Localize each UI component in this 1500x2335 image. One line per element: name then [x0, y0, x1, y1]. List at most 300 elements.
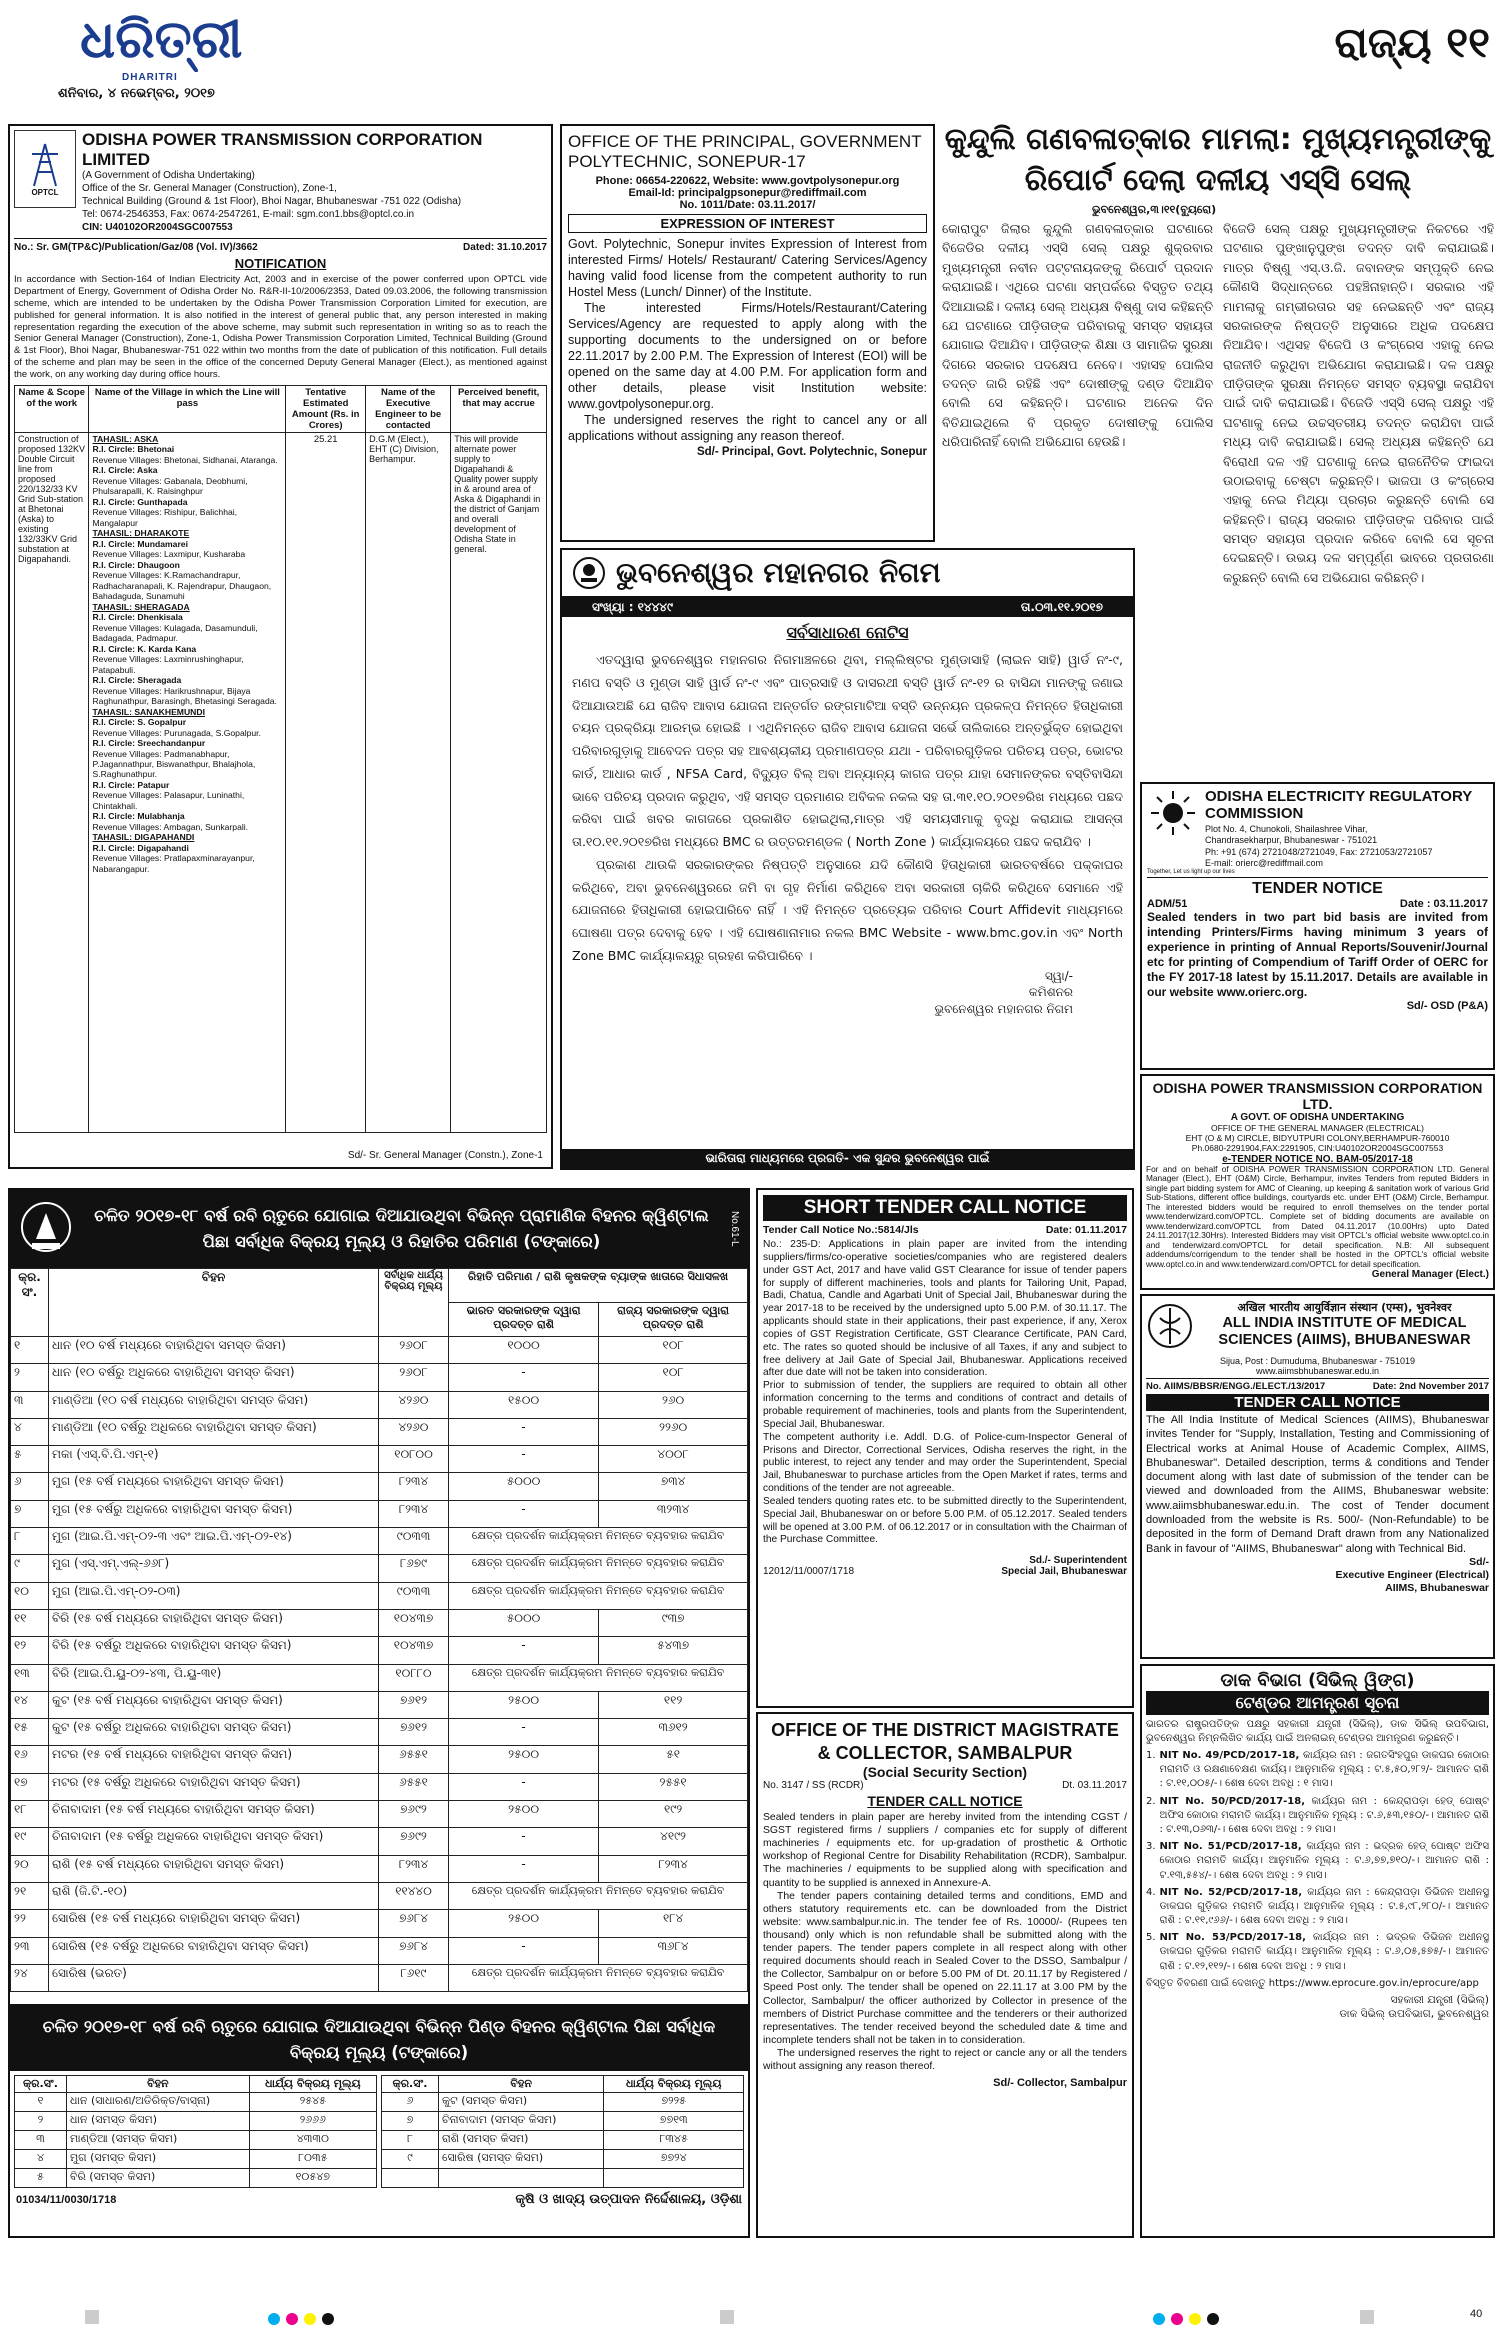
newspaper-logo-sub: DHARITRI	[122, 72, 178, 83]
dm-p3: The undersigned reserves the right to reject or cancle any or all the tenders without assigning any reason thereof.	[763, 2047, 1127, 2073]
newspaper-logo: ଧରିତ୍ରୀ	[80, 12, 243, 69]
poly-title: OFFICE OF THE PRINCIPAL, GOVERNMENT POLYTECHNIC, SONEPUR-17	[568, 132, 922, 171]
aiims-notice	[1140, 1294, 1495, 1659]
table2-price: ୮୩୪୫	[604, 2131, 744, 2150]
table1-goi: -	[449, 1500, 599, 1527]
table1-seed: ବିରି (୧୫ ବର୍ଷରୁ ଅଧିକରେ ବାହାରିଥିବା ସମସ୍ତ କିସମ)	[49, 1637, 379, 1664]
table1-row	[11, 1937, 748, 1964]
table1-goi: କ୍ଷେତ୍ର ପ୍ରଦର୍ଶନ କାର୍ଯ୍ୟକ୍ରମ ନିମନ୍ତେ ବ୍ୟବହାର କରାଯିବ	[449, 1964, 748, 1991]
table1-row	[11, 1446, 748, 1473]
bmc-date: ତା.୦୩.୧୧.୨୦୧୭	[1020, 600, 1103, 614]
table1-row	[11, 1910, 748, 1937]
table1-price: ୮୨୩୪	[379, 1473, 449, 1500]
table1-serial: ୧୮	[11, 1801, 49, 1828]
table1-row	[11, 1555, 748, 1582]
village-line: Revenue Villages: Palasapur, Luninathi, Chintakhali.	[92, 790, 245, 811]
table1-serial: ୧୦	[11, 1582, 49, 1609]
table1-goi: ୨୫୦୦	[449, 1691, 599, 1718]
aiims-ref: No. AIIMS/BBSR/ENGG./ELECT./13/2017	[1146, 1381, 1326, 1392]
table1-seed: ମକା (ଏସ୍‌.ବି.ପି.ଏମ୍‌-୧)	[49, 1446, 379, 1473]
bmc-title: ଭୁବନେଶ୍ୱର ମହାନଗର ନିଗମ	[616, 556, 941, 589]
table2-price: ୧୦୫୪୭	[249, 2169, 376, 2188]
table1-serial: ୬	[11, 1473, 49, 1500]
table1-price: ୨୬୦୮	[379, 1337, 449, 1364]
oerc-ref: ADM/51	[1147, 898, 1188, 910]
village-line: R.I. Circle: Aska	[92, 465, 158, 476]
table1-goo: ୨୨୬୦	[599, 1418, 748, 1445]
village-line: R.I. Circle: Digapahandi	[92, 842, 189, 853]
table1-price: ୯୦୩୩	[379, 1528, 449, 1555]
postal-tender-notice	[1140, 1664, 1495, 2238]
table1-serial: ୧୭	[11, 1773, 49, 1800]
table1-goo: ୧୮୪	[599, 1910, 748, 1937]
jail-date: Date: 01.11.2017	[1045, 1224, 1127, 1236]
table1-seed: ଚିନାବାଦାମ (୧୫ ବର୍ଷ ମଧ୍ୟରେ ବାହାରିଥିବା ସମସ୍ତ କିସମ)	[49, 1801, 379, 1828]
post-item-text: କାର୍ଯ୍ୟର ନାମ : ଜଗତସିଂହପୁର ଡାକଘର କୋଠାର ମରାମତି ଓ ରକ୍ଷଣାବେକ୍ଷଣ କାର୍ଯ୍ୟ। ଆନୁମାନିକ ମୂଲ୍ୟ : ଟ.୫,୫୦,୨୮୨/- ଆମାନତ ରାଶି : ଟ.୧୧,୦୦୫/-। ଶେଷ ଦେବା ଅବଧି : ୧ ମାସ।	[1159, 1750, 1489, 1790]
table2-row	[15, 2112, 377, 2131]
jail-title: SHORT TENDER CALL NOTICE	[763, 1195, 1127, 1221]
poly-heading: EXPRESSION OF INTEREST	[568, 214, 927, 233]
aiims-address: Sijua, Post : Dumuduma, Bhubaneswar - 751019	[1219, 1356, 1416, 1366]
table1-side-code: No.61-L	[729, 1211, 740, 1247]
table1-seed: ମୁଗ (ଆଇ.ପି.ଏମ୍‌-୦୨-୩ ଏବଂ ଆଇ.ପି.ଏମ୍‌-୦୨-୧୪)	[49, 1528, 379, 1555]
village-line: Revenue Villages: Kulagada, Dasamunduli, Badagada, Padmapur.	[92, 622, 258, 644]
table1-goi: -	[449, 1719, 599, 1746]
table2-code: 01034/11/0030/1718	[16, 2193, 117, 2206]
table1-price: ୭୬୮୪	[379, 1910, 449, 1937]
masthead	[0, 0, 1500, 120]
table1-goo: ୨୫୫୧	[599, 1773, 748, 1800]
gray-swatch	[85, 2310, 99, 2324]
table1-seed: ସୋରିଷ (ଭରତ)	[49, 1964, 379, 1991]
table1-goo: ୧୯୨	[599, 1801, 748, 1828]
jail-code: 12012/11/0007/1718	[763, 1566, 855, 1578]
village-line: R.I. Circle: Sreechandanpur	[92, 738, 206, 749]
post-item-text: କାର୍ଯ୍ୟର ନାମ : ଭଦ୍ରକ ଡିଭିଜନ ଅଧୀନସ୍ଥ ଡାକଘର ଗୁଡ଼ିକର ମରାମତି କାର୍ଯ୍ୟ। ଆନୁମାନିକ ମୂଲ୍ୟ : ଟ.୬,୦୫,୫୭୫/-। ଆମାନତ ରାଶି : ଟ.୧୨,୧୧୨/-। ଶେଷ ଦେବା ଅବଧି : ୨ ମାସ।	[1159, 1932, 1489, 1972]
table1-price: ୮୬୧୯	[379, 1964, 449, 1991]
optcl-th-engineer: Name of the Executive Engineer to be contacted	[366, 385, 451, 432]
table1-goi: ୫୦୦୦	[449, 1609, 599, 1636]
table1-goi: -	[449, 1828, 599, 1855]
village-line: R.I. Circle: Mulabhanja	[92, 811, 185, 822]
village-line: Revenue Villages: Laxminrushinghapur, Patapabuli.	[92, 654, 244, 675]
post-item-nit: NIT No. 53/PCD/2017-18,	[1159, 1932, 1306, 1944]
table1-goo: ୧୧୨	[599, 1691, 748, 1718]
table1-seed: ଚିନାବାଦାମ (୧୫ ବର୍ଷରୁ ଅଧିକରେ ବାହାରିଥିବା ସମସ୍ତ କିସମ)	[49, 1828, 379, 1855]
table1-seed: ମାଣ୍ଡିଆ (୧୦ ବର୍ଷରୁ ଅଧିକରେ ବାହାରିଥିବା ସମସ୍ତ କିସମ)	[49, 1418, 379, 1445]
table1-price: ୪୨୬୦	[379, 1418, 449, 1445]
aiims-hindi-title: अखिल भारतीय आयुर्विज्ञान संस्थान (एम्स), भुवनेश्वर	[1237, 1301, 1452, 1314]
table2-price: ୭୭୨୪	[604, 2150, 744, 2169]
oerc-sign: Sd/- OSD (P&A)	[1406, 1000, 1488, 1012]
table2-price: ୭୭୧୩	[604, 2112, 744, 2131]
jail-sign: Sd./- Superintendent	[1029, 1555, 1127, 1567]
table1-serial: ୮	[11, 1528, 49, 1555]
table1-goo: ୫୧	[599, 1746, 748, 1773]
table1-price: ୧୧୪୪୦	[379, 1882, 449, 1909]
table2-seed: ରାଶି (ସମସ୍ତ କିସମ)	[438, 2131, 603, 2150]
table1-row	[11, 1418, 748, 1445]
seed-price-table-2	[8, 2006, 750, 2238]
table1-price: ୭୬୧୨	[379, 1691, 449, 1718]
post-intro: ଭାରତର ରାଷ୍ଟ୍ରପତିଙ୍କ ପକ୍ଷରୁ ସହକାରୀ ଯନ୍ତ୍ରୀ (ସିଭିଲ୍‌), ଡାକ ସିଭିଲ୍‌ ଉପବିଭାଗ, ଭୁବନେଶ୍ୱର ନିମ୍ନଲିଖିତ କାର୍ଯ୍ୟ ପାଇଁ ଅନଲାଇନ୍‌ ଟେଣ୍ଡର ଆମନ୍ତ୍ରଣ କରୁଛନ୍ତି।	[1146, 1719, 1489, 1744]
table1-row	[11, 1882, 748, 1909]
table1-goi: ୨୫୦୦	[449, 1746, 599, 1773]
table1-goi: -	[449, 1937, 599, 1964]
post-item-nit: NIT No. 52/PCD/2017-18,	[1159, 1886, 1303, 1898]
oerc-logo-icon	[1147, 789, 1199, 849]
village-line: TAHASIL: DIGAPAHANDI	[92, 832, 195, 843]
village-line: Revenue Villages: Laxmipur, Kusharaba	[92, 549, 246, 560]
jail-p1: No.: 235-D: Applications in plain paper are invited from the intending suppliers/firms/co-operative societies/companies who are registered dealers under GST Act, 2017 and have valid GST Clearance for issue of tender papers for supply of different machineries, tools and plants for Tailoring Unit, Papad, Badi, Chatua, Candle and Agarbati Unit of Special Jail, Bhubaneswar during the year 2017-18 to be received by the undersigned upto 5.00 P.M. of 30.11.17. The applicants should state in their applications, their past experience, if any, Xerox copies of GST Registration Certificate, GST Clearance Certificate, PAN Card, etc. The rates so quoted should be inclusive of all Taxes, if any and subject to free delivery at Jail Gate of Special Jail, Bhubaneswar. Applications received after due date will not be taken into consideration.	[763, 1239, 1127, 1379]
table1-goi: କ୍ଷେତ୍ର ପ୍ରଦର୍ଶନ କାର୍ଯ୍ୟକ୍ରମ ନିମନ୍ତେ ବ୍ୟବହାର କରାଯିବ	[449, 1555, 748, 1582]
table2-seed: ଧାନ (ସମସ୍ତ କିସମ)	[66, 2112, 249, 2131]
table1-serial: ୧୩	[11, 1664, 49, 1691]
optcl-ref: No.: Sr. GM(TP&C)/Publication/Gaz/08 (Vol. IV)/3662	[14, 242, 258, 254]
table2-serial: ୮	[382, 2131, 439, 2150]
table2-title: ଚଳିତ ୨୦୧୭-୧୮ ବର୍ଷ ରବି ଋତୁରେ ଯୋଗାଇ ଦିଆଯାଉଥିବା ବିଭିନ୍ନ ପିଣ୍ଡ ବିହନର କ୍ୱିଣ୍ଟାଲ ପିଛା ସର୍ବାଧିକ ବିକ୍ରୟ ମୂଲ୍ୟ (ଟଙ୍କାରେ)	[10, 2008, 748, 2071]
post-item-text: କାର୍ଯ୍ୟର ନାମ : କେନ୍ଦ୍ରାପଡ଼ା ଡିଭିଜନ ଅଧୀନସ୍ଥ ଡାକଘର ଗୁଡ଼ିକର ମରାମତି କାର୍ଯ୍ୟ। ଆନୁମାନିକ ମୂଲ୍ୟ : ଟ.୫,୯୮,୨୮୦/-। ଆମାନତ ରାଶି : ଟ.୧୧,୯୬୬/-। ଶେଷ ଦେବା ଅବଧି : ୨ ମାସ।	[1159, 1886, 1489, 1927]
table1-serial: ୨୦	[11, 1855, 49, 1882]
table2-seed: ସୋରିଷ (ସମସ୍ତ କିସମ)	[438, 2150, 603, 2169]
dm-ref: No. 3147 / SS (RCDR)	[763, 1780, 864, 1791]
bmc-office: ଭୁବନେଶ୍ୱର ମହାନଗର ନିଗମ	[934, 1002, 1073, 1017]
optcl-address: (A Government of Odisha Undertaking) Office of the Sr. General Manager (Construction), Zone-1, Technical Building (Ground & 1st Floor), Bhoi Nagar, Bhubaneswar -751 022 (Odisha) Tel: 0674-2546353, Fax: 0674-2547261, E-mail: sgm.con1.bbs@optcl.co.in CIN: U40102OR2004SGC007553	[82, 170, 462, 234]
post-item	[1146, 1931, 1489, 1974]
table1-row	[11, 1746, 748, 1773]
optcl-th-village: Name of the Village in which the Line will pass	[89, 385, 286, 432]
table2-seed: ଚିନାବାଦାମ (ସମସ୍ତ କିସମ)	[438, 2112, 603, 2131]
post-item-nit: NIT No. 49/PCD/2017-18,	[1159, 1750, 1300, 1761]
table1-goo: ୧୦୮	[599, 1364, 748, 1391]
table1-price: ୭୬୧୨	[379, 1719, 449, 1746]
table1-serial: ୩	[11, 1391, 49, 1418]
polytechnic-notice	[560, 124, 935, 542]
bmc-number: ସଂଖ୍ୟା : ୧୪୪୪୯	[592, 600, 673, 614]
table1-h-seed: ବିହନ	[49, 1269, 379, 1337]
table2-row	[382, 2093, 744, 2112]
jail-ref: Tender Call Notice No.:5814/Jls	[763, 1224, 919, 1236]
jail-tender-notice	[756, 1188, 1134, 1708]
table1-goo: ୪୦୦୮	[599, 1446, 748, 1473]
optcl-notification	[8, 124, 553, 1169]
table1-seed: ରାଶି (ଜି.ଟି.-୧୦)	[49, 1882, 379, 1909]
village-line: Revenue Villages: Ambagan, Sunkarpali.	[92, 821, 249, 832]
table2-seed: ଧାନ (ସାଧାରଣ/ଅତିରିକ୍ତ/ବାସ୍ନା)	[66, 2093, 249, 2112]
optcl-th-benefit: Perceived benefit, that may accrue	[451, 385, 547, 432]
optcl-engineer: D.G.M (Elect.), EHT (C) Division, Berhampur.	[366, 432, 451, 1132]
table1-goi: କ୍ଷେତ୍ର ପ୍ରଦର୍ଶନ କାର୍ଯ୍ୟକ୍ରମ ନିମନ୍ତେ ବ୍ୟବହାର କରାଯିବ	[449, 1528, 748, 1555]
issue-date: ଶନିବାର, ୪ ନଭେମ୍ବର, ୨୦୧୭	[58, 86, 215, 101]
table1-serial: ୧୪	[11, 1691, 49, 1718]
table1-goo: ୯୩୭	[599, 1609, 748, 1636]
poly-p3: The undersigned reserves the right to cancel any or all applications without assigning any reason thereof.	[568, 413, 927, 444]
aiims-website: www.aiimsbhubaneswar.edu.in	[1146, 1366, 1489, 1379]
oerc-notice	[1140, 782, 1495, 1070]
table1-goo: ୫୪୩୭	[599, 1637, 748, 1664]
table1-serial: ୨୩	[11, 1937, 49, 1964]
table1-seed: ମାଣ୍ଡିଆ (୧୦ ବର୍ଷ ମଧ୍ୟରେ ବାହାରିଥିବା ସମସ୍ତ କିସମ)	[49, 1391, 379, 1418]
table1-goi: କ୍ଷେତ୍ର ପ୍ରଦର୍ଶନ କାର୍ଯ୍ୟକ୍ରମ ନିମନ୍ତେ ବ୍ୟବହାର କରାଯିବ	[449, 1664, 748, 1691]
poly-sign: Sd/- Principal, Govt. Polytechnic, Sonepur	[696, 446, 927, 459]
table2-header: ବିହନ	[438, 2076, 603, 2093]
dm-sub: (Social Security Section)	[862, 1764, 1028, 1780]
table1-seed: ମଟର (୧୫ ବର୍ଷରୁ ଅଧିକରେ ବାହାରିଥିବା ସମସ୍ତ କିସମ)	[49, 1773, 379, 1800]
post-item-nit: NIT No. 50/PCD/2017-18,	[1159, 1795, 1306, 1807]
table1-price: ୬୫୫୧	[379, 1746, 449, 1773]
table2-header: ଧାର୍ଯ୍ୟ ବିକ୍ରୟ ମୂଲ୍ୟ	[604, 2076, 744, 2093]
table2-price: ୪୩୩୦	[249, 2131, 376, 2150]
village-line: TAHASIL: DHARAKOTE	[92, 528, 190, 539]
table1-seed: ମୁଗ (ଏସ୍‌.ଏମ୍‌.ଏଲ୍‌-୬୬୮)	[49, 1555, 379, 1582]
table1-seed: ମୁଗ (ଆଇ.ପି.ଏମ୍‌-୦୨-୦୩)	[49, 1582, 379, 1609]
table1-goi: ୧୦୦୦	[449, 1337, 599, 1364]
table1-seed: ବିରି (୧୫ ବର୍ଷ ମଧ୍ୟରେ ବାହାରିଥିବା ସମସ୍ତ କିସମ)	[49, 1609, 379, 1636]
poly-phone: Phone: 06654-220622, Website: www.govtpolysonepur.org	[595, 175, 900, 188]
table2-price: ୨୫୪୫	[249, 2093, 376, 2112]
table1-row	[11, 1500, 748, 1527]
jail-p3: The competent authority i.e. Addl. D.G. of Police-cum-Inspector General of Prisons and Director, Correctional Services, Odisha reserves the right, in the public interest, to reject any tender and may order the Superintendent, Special Jail, Bhubaneswar to purchase articles from the Open Market if rates, terms and conditions of the tender are not agreeable.	[763, 1431, 1127, 1495]
optcl-scope: Construction of proposed 132KV Double Circuit line from proposed 220/132/33 KV Grid Sub-station at Bhetonai (Aska) to existing 132/33KV Grid substation at Digapahandi.	[15, 432, 89, 1132]
table2-serial: ୬	[382, 2093, 439, 2112]
post-item-text: କାର୍ଯ୍ୟର ନାମ : କେନ୍ଦ୍ରାପଡ଼ା ହେଡ୍‌ ପୋଷ୍ଟ ଅଫିସ କୋଠାର ମରାମତି କାର୍ଯ୍ୟ। ଆନୁମାନିକ ମୂଲ୍ୟ : ଟ.୬,୫୩,୧୫୦/-। ଆମାନତ ରାଶି : ଟ.୧୩,୦୬୩/-। ଶେଷ ଦେବା ଅବଧି : ୨ ମାସ।	[1159, 1795, 1489, 1835]
table1-h-goi: ଭାରତ ସରକାରଙ୍କ ଦ୍ୱାରା ପ୍ରଦତ୍ତ ରାଶି	[449, 1303, 599, 1337]
oerc-tagline: Together, Let us light up our lives	[1147, 869, 1235, 875]
page-number: 40	[1470, 2308, 1483, 2320]
table1-seed: ବିରି (ଆଇ.ପି.ୟୁ-୦୨-୪୩, ପି.ୟୁ-୩୧)	[49, 1664, 379, 1691]
optcl-dated: Dated: 31.10.2017	[463, 242, 547, 254]
table2-price: ୨୬୬୬	[249, 2112, 376, 2131]
village-line: R.I. Circle: S. Gopalpur	[92, 717, 187, 728]
table1-serial: ୧	[11, 1337, 49, 1364]
optcl2-title: ODISHA POWER TRANSMISSION CORPORATION LTD.	[1152, 1080, 1483, 1112]
table1-row	[11, 1528, 748, 1555]
bmc-sign: ସ୍ୱା/-	[1045, 968, 1073, 983]
table2-department: କୃଷି ଓ ଖାଦ୍ୟ ଉତ୍ପାଦନ ନିର୍ଦ୍ଦେଶାଳୟ, ଓଡ଼ିଶା	[515, 2192, 742, 2208]
table1-row	[11, 1582, 748, 1609]
table1-serial: ୨୧	[11, 1882, 49, 1909]
bmc-commissioner: କମିଶନର	[1028, 985, 1073, 1000]
post-item	[1146, 1749, 1489, 1792]
table1-serial: ୫	[11, 1446, 49, 1473]
table1-price: ୧୦୪୩୭	[379, 1637, 449, 1664]
dm-p2: The tender papers containing detailed terms and conditions, EMD and others statutory requirements etc. can be downloaded from the District website: www.sambalpur.nic.in. The tender fee of Rs. 10000/- (Rupees ten thousand) only which is non refundable shall be submitted along with the tender papers. The tender papers complete in all respect along with other required documents should reach in Sealed Cover to the DSSO, Sambalpur / the Collector, Sambalpur on or before 5.00 PM of Dt. 20.11.17 by Registered / Speed Post only. The tender shall be opened on 22.11.17 at 3.00 PM by the Collector, Sambalpur/ the officer authorized by Collector in presence of the members of District Purchase committee and the tenderers or their authorized representatives. The tender received beyond the scheduled date & time and incomplete tenders shall not be taken in to consideration.	[763, 1890, 1127, 2046]
optcl-table	[14, 385, 547, 1133]
post-item	[1146, 1795, 1489, 1838]
table2-serial	[382, 2169, 439, 2188]
table1-price: ୭୬୯୨	[379, 1828, 449, 1855]
optcl-body: In accordance with Section-164 of Indian Electricity Act, 2003 and in exercise of the power conferred upon OPTCL vide Department of Energy, Government of Odisha Order No. R&R-II-10/2006/2353, Dated 09.03.2006, the following transmission scheme, which are intended to be undertaken by the Odisha Power Transmission Corporation Limited for execution, are published for general information. It is also notified in the interest of general public that, any person interested in making representation regarding the execution of the above scheme, may submit such representation in writing so as to reach the Senior General Manager (Construction), Zone-1, Odisha Power Transmission Corporation Limited, Technical Building (Ground & 1st Floor), Bhoi Nagar, Bhubaneswar-751 022 within two months from the date of publication of this notification. Full details of the scheme and plan may be seen in the office of the concerned Deputy General Manager (Elect.), as mentioned against the work, on any working day during office hours.	[14, 274, 547, 381]
table1-row	[11, 1337, 748, 1364]
table1-row	[11, 1391, 748, 1418]
post-item-text: କାର୍ଯ୍ୟର ନାମ : ଭଦ୍ରକ ହେଡ୍‌ ପୋଷ୍ଟ ଅଫିସ କୋଠାର ମରାମତି କାର୍ଯ୍ୟ। ଆନୁମାନିକ ମୂଲ୍ୟ : ଟ.୬,୭୭,୭୧୦/-। ଆମାନତ ରାଶି : ଟ.୧୩,୫୫୪/-। ଶେଷ ଦେବା ଅବଧି : ୨ ମାସ।	[1159, 1841, 1489, 1881]
table1-serial: ୧୨	[11, 1637, 49, 1664]
table2-serial: ୫	[15, 2169, 67, 2188]
bmc-notice	[560, 548, 1135, 1170]
table2-header: ଧାର୍ଯ୍ୟ ବିକ୍ରୟ ମୂଲ୍ୟ	[249, 2076, 376, 2093]
table1-seed: ସୋରିଷ (୧୫ ବର୍ଷ ମଧ୍ୟରେ ବାହାରିଥିବା ସମସ୍ତ କିସମ)	[49, 1910, 379, 1937]
table1-seed: ଧାନ (୧୦ ବର୍ଷରୁ ଅଧିକରେ ବାହାରିଥିବା ସମସ୍ତ କିସମ)	[49, 1364, 379, 1391]
optcl2-sub: A GOVT. OF ODISHA UNDERTAKING	[1230, 1112, 1405, 1123]
optcl-th-amount: Tentative Estimated Amount (Rs. in Crores)	[286, 385, 366, 432]
table1-price: ୧୦୪୩୭	[379, 1609, 449, 1636]
village-line: Revenue Villages: K.Ramachandrapur, Radhacharanapali, K. Rajendrapur, Dhaugaon, Bahadaguda, Sunamuhi	[92, 570, 272, 602]
oerc-title: ODISHA ELECTRICITY REGULATORY COMMISSION	[1205, 788, 1472, 822]
table1-h-price: ସର୍ବାଧିକ ଧାର୍ଯ୍ୟ ବିକ୍ରୟ ମୂଲ୍ୟ	[379, 1269, 449, 1337]
table1-row	[11, 1773, 748, 1800]
village-line: TAHASIL: ASKA	[92, 433, 159, 444]
village-line: R.I. Circle: Sheragada	[92, 675, 182, 686]
table1-price: ୪୨୬୦	[379, 1391, 449, 1418]
table1-serial: ୨	[11, 1364, 49, 1391]
table1-price: ୮୬୭୯	[379, 1555, 449, 1582]
table1-goo: ୩୬୧୨	[599, 1719, 748, 1746]
table1-serial: ୪	[11, 1418, 49, 1445]
optcl2-body: For and on behalf of ODISHA POWER TRANSMISSION CORPORATION LTD. General Manager (Elect.), EHT (O&M) Circle, Berhampur, invites Tenders from reputed Bidders in single part bidding system for AMC of Cleaning, up keeping & sanitation work of various Grid Sub-Stations, different office buildings, courtyards etc. under EHT (O&M) Circle, Berhampur. The interested bidders would be required to enroll themselves on the tender portal www.tenderwizard.com/OPTCL. Complete set of bidding documents are available on www.tenderwizard.com/OPTCL from Dated 04.11.2017 (10.00Hrs) upto Dated 24.11.2017(12.30Hrs). Interested Bidders may visit OPTCL's official website www.optcl.co.in and tenderwizard.com/OPTCL for detail specification. N.B: All subsequent addendums/corrigendum to the tender shall be hosted in the OPTCL's official website www.optcl.co.in and www.tenderwizard.com/OPTCL for detail specification.	[1146, 1163, 1489, 1269]
table1-h-goo: ରାଜ୍ୟ ସରକାରଙ୍କ ଦ୍ୱାରା ପ୍ରଦତ୍ତ ରାଶି	[599, 1303, 748, 1337]
news-dateline: ଭୁବନେଶ୍ୱର,୩।୧୧(ବ୍ୟୁରୋ)	[1092, 203, 1217, 216]
aiims-date: Date: 2nd November 2017	[1372, 1381, 1489, 1392]
optcl-sign: Sd/- Sr. General Manager (Constn.), Zone-1	[347, 1150, 543, 1161]
table1-goi: -	[449, 1364, 599, 1391]
table1-goo: ୩୬୮୪	[599, 1937, 748, 1964]
poly-email: Email-Id: principalgpsonepur@rediffmail.com	[628, 187, 867, 200]
oerc-address: Plot No. 4, Chunokoli, Shailashree Vihar, Chandrasekharpur, Bhubaneswar - 751021 Ph: +91 (674) 2721048/2721049, Fax: 2721053/2721057 E-mail: orierc@rediffmail.com	[1205, 824, 1433, 868]
table1-row	[11, 1637, 748, 1664]
table1-goi: କ୍ଷେତ୍ର ପ୍ରଦର୍ଶନ କାର୍ଯ୍ୟକ୍ରମ ନିମନ୍ତେ ବ୍ୟବହାର କରାଯିବ	[449, 1582, 748, 1609]
village-line: Revenue Villages: Padmanabhapur, P.Jagannathpur, Biswanathpur, Bhalajhola, S.Raghunathpur.	[92, 748, 256, 780]
table1-serial: ୨୪	[11, 1964, 49, 1991]
table1-row	[11, 1801, 748, 1828]
table2-row	[15, 2150, 377, 2169]
table1-row	[11, 1964, 748, 1991]
aiims-sign: Sd/-	[1469, 1555, 1489, 1568]
table2-serial: ୪	[15, 2150, 67, 2169]
table2-serial: ୭	[382, 2112, 439, 2131]
table1-grid	[10, 1268, 748, 1992]
table2-row	[382, 2169, 744, 2188]
village-line: R.I. Circle: Gunthapada	[92, 496, 188, 507]
village-line: TAHASIL: SANAKHEMUNDI	[92, 706, 205, 717]
table2-row	[382, 2131, 744, 2150]
optcl-benefit: This will provide alternate power supply to Digapahandi & Quality power supply in & around area of Aska & Digaphandi in the district of Ganjam and overall development of Odisha State in general.	[451, 432, 547, 1132]
village-line: Revenue Villages: Purunagada, S.Gopalpur.	[92, 727, 261, 738]
bmc-p1: ଏତଦ୍ୱାରା ଭୁବନେଶ୍ୱର ମହାନଗର ନିଗମାଞ୍ଚଳରେ ଥିବା, ମଲ୍ଲିଷ୍ଟର ମୁଣ୍ଡାସାହି (ଲାଇନ ସାହି) ୱାର୍ଡ ନଂ-୯, ମଣପ ବସ୍ତି ଓ ମୁଣ୍ଡା ସାହି ୱାର୍ଡ ନଂ-୯ ଏବଂ ପାତ୍ରସାହି ଓ ଦାସରଥୀ ବସ୍ତି ୱାର୍ଡ ନଂ-୧୨ ର ବାସିନ୍ଦା ମାନଙ୍କୁ ଜଣାଇ ଦିଆଯାଉଅଛି ଯେ ରାଜିବ ଆବାସ ଯୋଜନା ଅନ୍ତର୍ଗତ ରଙ୍ଗମାଟିଆ ବସ୍ତି ଉନ୍ନୟନ ପ୍ରକଳ୍ପ ନିମନ୍ତେ ହିତାଧିକାରୀ ଚୟନ ପ୍ରକ୍ରିୟା ଆରମ୍ଭ ହୋଇଛି । ଏଥିନିମନ୍ତେ ରାଜିବ ଆବାସ ଯୋଜନା ସର୍ଭେ ତାଲିକାରେ ଅନ୍ତର୍ଭୁକ୍ତ ହୋଇଥିବା ପରିବାରଗୁଡ଼ାକୁ ଆବେଦନ ପତ୍ର ସହ ଆବଶ୍ୟକୀୟ ପ୍ରମାଣପତ୍ର ଯଥା - ପରିବାରଗୁଡ଼ିକର ପରିଚୟ ପତ୍ର, ଭୋଟର କାର୍ଡ, ଆଧାର କାର୍ଡ , NFSA Card, ବିଦ୍ୟୁତ ବିଲ୍‌ ଅବା ଅନ୍ୟାନ୍ୟ କାଗଜ ପତ୍ର ଯାହା ସେମାନଙ୍କର ବସ୍ତିବାସିନ୍ଦା ଭାବେ ପରିଚୟ ପ୍ରଦାନ କରୁଥିବ, ଏହି ସମସ୍ତ ପ୍ରମାଣର ଅବିକଳ ନକଲ ସହ ତା.୩୧.୧୦.୨୦୧୭ରିଖ ମଧ୍ୟରେ ପଛଦ କରିବା ପାଇଁ ଖବର କାଗଜରେ ପ୍ରକାଶିତ ହୋଇଥିଲା,ମାତ୍ର ଏହି ସମୟସୀମାକୁ ବୃଦ୍ଧି କରାଯାଇ ଆସନ୍ତା ତା.୧୦.୧୧.୨୦୧୭ରିଖ ମଧ୍ୟରେ BMC ର ଉତ୍ତରମଣ୍ଡଳ ( North Zone ) କାର୍ଯ୍ୟାଳୟରେ ପଛଦ କରାଯିବ ।	[572, 652, 1123, 849]
table1-goo: ୩୨୩୪	[599, 1500, 748, 1527]
village-line: Revenue Villages: Harikrushnapur, Bijaya Raghunathpur, Barasingh, Bhetasingi Seragada.	[92, 685, 277, 707]
table1-seed: ମୁଗ (୧୫ ବର୍ଷ ମଧ୍ୟରେ ବାହାରିଥିବା ସମସ୍ତ କିସମ)	[49, 1473, 379, 1500]
optcl2-sign: General Manager (Elect.)	[1371, 1269, 1489, 1281]
table1-price: ୭୬୯୨	[379, 1801, 449, 1828]
table1-goo: ୧୦୮	[599, 1337, 748, 1364]
village-line: Revenue Villages: Gabanala, Deobhumi, Phulsarapalli, K. Raisinghpur	[92, 475, 248, 497]
aiims-heading: TENDER CALL NOTICE	[1146, 1394, 1489, 1411]
table2-left	[14, 2075, 377, 2188]
table1-seed: ମୁଗ (୧୫ ବର୍ଷରୁ ଅଧିକରେ ବାହାରିଥିବା ସମସ୍ତ କିସମ)	[49, 1500, 379, 1527]
aiims-office: AIIMS, Bhubaneswar	[1385, 1582, 1489, 1595]
optcl-amount: 25.21	[286, 432, 366, 1132]
table1-row	[11, 1828, 748, 1855]
table2-serial: ୧	[15, 2093, 67, 2112]
aiims-logo-icon	[1146, 1300, 1194, 1356]
post-title: ଡାକ ବିଭାଗ (ସିଭିଲ୍‌ ୱିଙ୍ଗ)	[1220, 1670, 1415, 1691]
table1-goo: ୨୬୦	[599, 1391, 748, 1418]
table2-serial: ୨	[15, 2112, 67, 2131]
table1-seed: କୁଟ (୧୫ ବର୍ଷ ମଧ୍ୟରେ ବାହାରିଥିବା ସମସ୍ତ କିସମ)	[49, 1691, 379, 1718]
table1-row	[11, 1719, 748, 1746]
table2-price: ୭୨୨୫	[604, 2093, 744, 2112]
table1-price: ୨୬୦୮	[379, 1364, 449, 1391]
post-items	[1146, 1749, 1489, 1974]
table1-goo: ୮୨୩୪	[599, 1855, 748, 1882]
table1-price: ୧୦୮୦୦	[379, 1446, 449, 1473]
tower-icon	[28, 142, 62, 188]
table1-goi: ୫୦୦୦	[449, 1473, 599, 1500]
bmc-heading: ସର୍ବସାଧାରଣ ନୋଟିସ	[786, 623, 909, 642]
village-line: R.I. Circle: K. Karda Kana	[92, 643, 197, 654]
table2-price	[604, 2169, 744, 2188]
bmc-p2: ପ୍ରକାଶ ଥାଉକି ସରକାରଙ୍କର ନିଷ୍ପତ୍ତି ଅନୁସାରେ ଯଦି କୌଣସି ହିତାଧିକାରୀ ଭାରତବର୍ଷରେ ପକ୍କାଘର କରିଥିବେ, ଅବା ଭୁବନେଶ୍ୱରରେ ଜମି ବା ଗୃହ ନିର୍ମାଣ କରିଥିବେ ଅବା ସରକାରୀ ଚାକିରି କରିଥିବେ ସେମାନେ ଏହି ଯୋଜନାରେ ହିତାଧିକାରୀ ହୋଇପାରିବେ ନାହିଁ । ଏହି ନିମନ୍ତେ ପ୍ରତ୍ୟେକ ପରିବାର Court Affidevit ମାଧ୍ୟମରେ ଘୋଷଣା ପତ୍ର ଦେବାକୁ ହେବ । ଏହି ଘୋଷଣାନାମାର ନକଲ BMC Website - www.bmc.gov.in ଏବଂ North Zone BMC କାର୍ଯ୍ୟାଳୟରୁ ଗ୍ରହଣ କରିପାରିବେ ।	[572, 856, 1123, 963]
post-item-number: 2.	[1146, 1795, 1156, 1807]
poly-p2: The interested Firms/Hotels/Restaurant/Catering Services/Agency are requested to apply along with the supporting documents to the undersigned on or before 22.11.2017 by 2.00 P.M. The Expression of Interest (EOI) will be opened on the same day at 4.00 P.M. For application form and other details, please visit Institution website: www.govtpolysonepur.org.	[568, 301, 927, 412]
table2-seed: ମାଣ୍ଡିଆ (ସମସ୍ତ କିସମ)	[66, 2131, 249, 2150]
odisha-emblem-icon	[18, 1199, 74, 1259]
jail-p2: Prior to submission of tender, the suppliers are required to obtain all other information concerning to the terms and conditions of contract and details of probable requirement of machineries, tools and plants from the Superintendent, Special Jail, Bhubaneswar.	[763, 1380, 1127, 1430]
village-line: Revenue Villages: Rishipur, Balichhai, Mangalapur	[92, 507, 238, 528]
table1-serial: ୧୯	[11, 1828, 49, 1855]
table1-seed: ଧାନ (୧୦ ବର୍ଷ ମଧ୍ୟରେ ବାହାରିଥିବା ସମସ୍ତ କିସମ)	[49, 1337, 379, 1364]
table2-price: ୮୦୩୫	[249, 2150, 376, 2169]
table2-header: ବିହନ	[66, 2076, 249, 2093]
table2-row	[15, 2169, 377, 2188]
village-line: R.I. Circle: Dhenkisala	[92, 612, 183, 623]
table1-serial: ୧୫	[11, 1719, 49, 1746]
post-item-nit: NIT No. 51/PCD/2017-18,	[1159, 1841, 1302, 1853]
table1-seed: ସୋରିଷ (୧୫ ବର୍ଷରୁ ଅଧିକରେ ବାହାରିଥିବା ସମସ୍ତ କିସମ)	[49, 1937, 379, 1964]
table1-price: ୭୬୮୪	[379, 1937, 449, 1964]
village-line: Revenue Villages: Pratlapaxminarayanpur, Nabarangapur.	[92, 853, 255, 874]
post-item	[1146, 1886, 1489, 1929]
news-column-2: ବିଜେଡି ସେଲ୍‌ ପକ୍ଷରୁ ମୁଖ୍ୟମନ୍ତ୍ରୀଙ୍କ ନିକଟରେ ଏହି ଘଟଣାର ପୁଙ୍ଖାନୁପୁଙ୍ଖ ତଦନ୍ତ ଦାବି କରାଯାଇଛି। ମାତ୍ର ବିଷ୍ଣୁ ଏସ୍‌.ଓ.ଜି. ଜବାନଙ୍କ ସମ୍ପୃକ୍ତି ନେଇ କୌଣସି ସିଦ୍ଧାନ୍ତରେ ପହଞ୍ଚିନାହାନ୍ତି। ସରକାର ଏହି ମାମଲାକୁ ଗମ୍ଭୀରତାର ସହ ନେଇଛନ୍ତି ଏବଂ ରାଜ୍ୟ ସରକାରଙ୍କ ନିଷ୍ପତ୍ତି ଅନୁସାରେ ଅଧିକ ପଦକ୍ଷେପ ନିଆଯିବ। ଏଥିସହ ବିଜେପି ଓ କଂଗ୍ରେସ ଏହାକୁ ନେଇ ରାଜନୀତି କରୁଥିବା ଅଭିଯୋଗ କରାଯାଇଛି। ଦଳ ପକ୍ଷରୁ ପୀଡ଼ିତାଙ୍କ ସୁରକ୍ଷା ନିମନ୍ତେ ସମସ୍ତ ବ୍ୟବସ୍ଥା କରାଯିବା ପାଇଁ ଦାବି କରାଯାଇଛି। ବିଜେଡି ଏସ୍‌ସି ସେଲ୍‌ ପକ୍ଷରୁ ଏହି ଘଟଣାକୁ ନେଇ ଉଚ୍ଚସ୍ତରୀୟ ତଦନ୍ତ କରାଯିବା ପାଇଁ ମଧ୍ୟ ଦାବି କରାଯାଇଛି। ସେଲ୍‌ ଅଧ୍ୟକ୍ଷ କହିଛନ୍ତି ଯେ ବିରୋଧୀ ଦଳ ଏହି ଘଟଣାକୁ ନେଇ ରାଜନୈତିକ ଫାଇଦା ଉଠାଇବାକୁ ଚେଷ୍ଟା କରୁଛନ୍ତି। ଭାଜପା ଓ କଂଗ୍ରେସ ଏହାକୁ ନେଇ ମିଥ୍ୟା ପ୍ରଚାର କରୁଛନ୍ତି ବୋଲି ସେ କହିଛନ୍ତି। ରାଜ୍ୟ ସରକାର ପୀଡ଼ିତାଙ୍କ ପରିବାର ପାଇଁ ସମସ୍ତ ସହାୟତା ପ୍ରଦାନ କରିବେ ବୋଲି ସେ ସୂଚନା ଦେଇଛନ୍ତି। ଉଭୟ ଦଳ ସମ୍ପୂର୍ଣ୍ଣ ଭାବରେ ପ୍ରତାରଣା କରୁଛନ୍ତି ବୋଲି ସେ ଅଭିଯୋଗ କରିଛନ୍ତି।	[1223, 221, 1494, 585]
optcl2-address: OFFICE OF THE GENERAL MANAGER (ELECTRICAL) EHT (O & M) CIRCLE, BIDYUTPURI COLONY,BERHAMPUR-760010 Ph.0680-2291904,FAX:2291905, CIN:U40102OR2004SGC007553	[1185, 1123, 1450, 1154]
poly-number: No. 1011/Date: 03.11.2017/	[679, 199, 816, 212]
poly-p1: Govt. Polytechnic, Sonepur invites Expression of Interest from interested Firms/ Hotels/ Restaurant/ Catering Services/Agency having valid food license from the competent authority to run Hostel Mess (Lunch/ Dinner) of the Institute.	[568, 237, 927, 300]
table2-seed: ମୁଗ (ସମସ୍ତ କିସମ)	[66, 2150, 249, 2169]
post-item-number: 4.	[1146, 1886, 1156, 1898]
village-line: R.I. Circle: Mundamarei	[92, 538, 188, 549]
table1-row	[11, 1609, 748, 1636]
table1-seed: ମଟର (୧୫ ବର୍ଷ ମଧ୍ୟରେ ବାହାରିଥିବା ସମସ୍ତ କିସମ)	[49, 1746, 379, 1773]
table2-seed: ବିରି (ସମସ୍ତ କିସମ)	[66, 2169, 249, 2188]
optcl-villages	[89, 432, 286, 1132]
table1-row	[11, 1364, 748, 1391]
table2-serial: ୩	[15, 2131, 67, 2150]
section-page-title: ରାଜ୍ୟ ୧୧	[1334, 18, 1490, 67]
optcl2-ref: e-TENDER NOTICE NO. BAM-05/2017-18	[1222, 1153, 1413, 1165]
table2-header: କ୍ର.ସଂ.	[382, 2076, 439, 2093]
printer-registration-marks	[0, 2300, 1500, 2335]
post-heading: ଟେଣ୍ଡର ଆମନ୍ତ୍ରଣ ସୂଚନା	[1146, 1691, 1489, 1715]
village-line: TAHASIL: SHERAGADA	[92, 601, 190, 612]
table2-right	[381, 2075, 744, 2188]
optcl-th-scope: Name & Scope of the work	[15, 385, 89, 432]
bmc-footer: ଭାରିତାରା ମାଧ୍ୟମରେ ପ୍ରଗତି- ଏକ ସୁନ୍ଦର ଭୁବନେଶ୍ୱର ପାଇଁ	[562, 1149, 1133, 1168]
table1-row	[11, 1473, 748, 1500]
bmc-emblem-icon	[572, 556, 606, 590]
village-line: R.I. Circle: Patapur	[92, 779, 170, 790]
table1-price: ୬୫୫୧	[379, 1773, 449, 1800]
table1-goi: କ୍ଷେତ୍ର ପ୍ରଦର୍ଶନ କାର୍ଯ୍ୟକ୍ରମ ନିମନ୍ତେ ବ୍ୟବହାର କରାଯିବ	[449, 1882, 748, 1909]
